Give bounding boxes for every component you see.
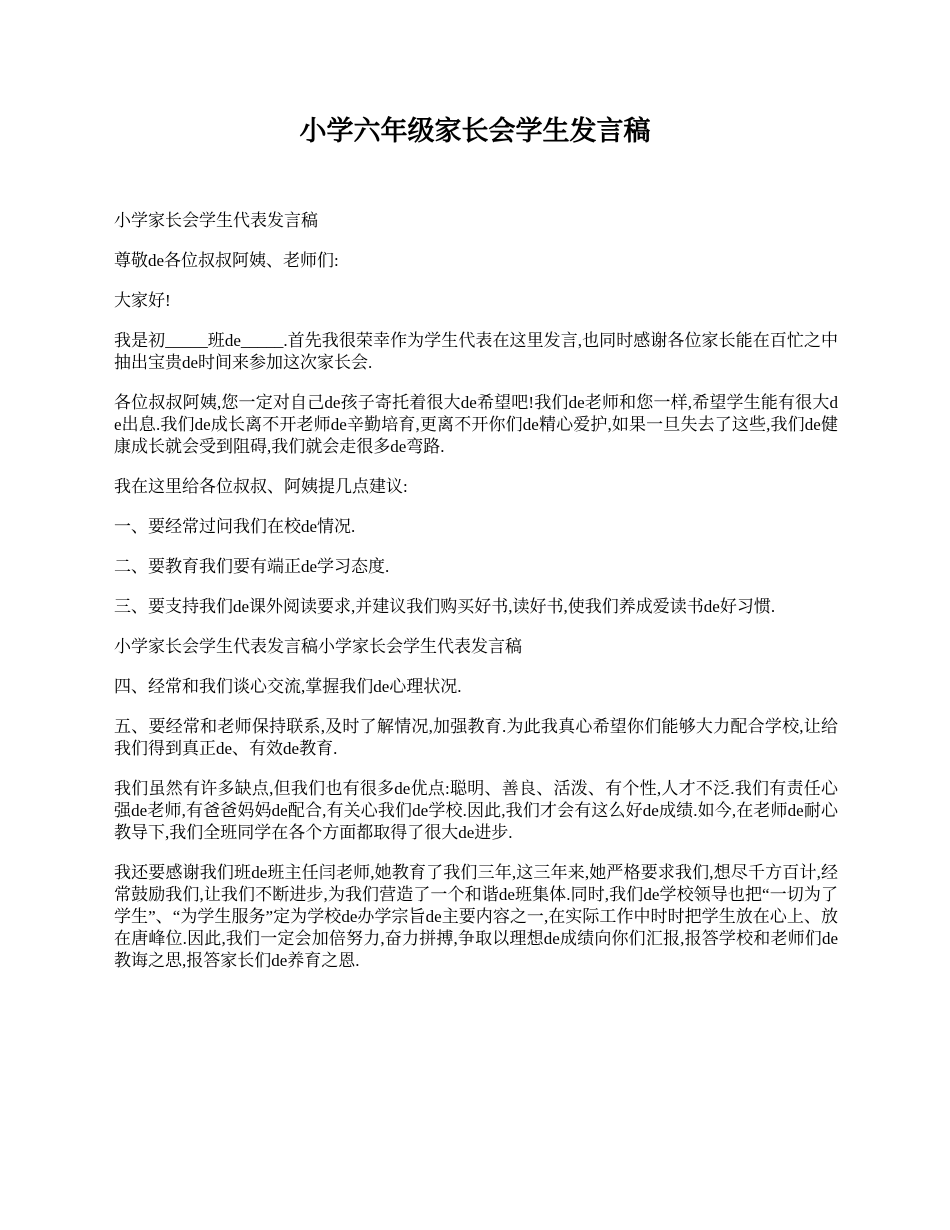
paragraph-greeting: 大家好! xyxy=(114,291,171,310)
paragraph-salutation: 尊敬de各位叔叔阿姨、老师们: xyxy=(114,251,339,270)
paragraph-suggestion-2: 二、要教育我们要有端正de学习态度. xyxy=(114,557,390,576)
paragraph-expectations: 各位叔叔阿姨,您一定对自己de孩子寄托着很大de希望吧!我们de老师和您一样,希望学生能有很大de出息.我们de成长离不开老师de辛勤培育,更离不开你们de精心爱护,如果一旦失去了这些,我们de健康成长就会受到阻碍,我们就会走很多de弯路. xyxy=(114,393,838,456)
document-title: 小学六年级家长会学生发言稿 xyxy=(299,116,651,146)
document-body xyxy=(114,210,838,990)
paragraph-suggestion-5: 五、要经常和老师保持联系,及时了解情况,加强教育.为此我真心希望你们能够大力配合学校,让给我们得到真正de、有效de教育. xyxy=(114,717,838,758)
paragraph-heading: 小学家长会学生代表发言稿 xyxy=(114,211,318,230)
paragraph-suggestion-1: 一、要经常过问我们在校de情况. xyxy=(114,517,356,536)
paragraph-suggestion-4: 四、经常和我们谈心交流,掌握我们de心理状况. xyxy=(114,677,462,696)
paragraph-introduction: 我是初_____班de_____.首先我很荣幸作为学生代表在这里发言,也同时感谢各位家长能在百忙之中抽出宝贵de时间来参加这次家长会. xyxy=(114,331,838,372)
paragraph-strengths: 我们虽然有许多缺点,但我们也有很多de优点:聪明、善良、活泼、有个性,人才不泛.我们有责任心强de老师,有爸爸妈妈de配合,有关心我们de学校.因此,我们才会有这么好de成绩.如今,在老师de耐心教导下,我们全班同学在各个方面都取得了很大de进步. xyxy=(114,779,838,842)
paragraph-repeated-heading: 小学家长会学生代表发言稿小学家长会学生代表发言稿 xyxy=(114,637,522,656)
paragraph-suggestions-intro: 我在这里给各位叔叔、阿姨提几点建议: xyxy=(114,477,408,496)
paragraph-thanks: 我还要感谢我们班de班主任闫老师,她教育了我们三年,这三年来,她严格要求我们,想尽千方百计,经常鼓励我们,让我们不断进步,为我们营造了一个和谐de班集体.同时,我们de学校领导也把“一切为了学生”、“为学生服务”定为学校de办学宗旨de主要内容之一,在实际工作中时时把学生放在心上、放在唐峰位.因此,我们一定会加倍努力,奋力拼搏,争取以理想de成绩向你们汇报,报答学校和老师们de教诲之思,报答家长们de养育之恩. xyxy=(114,863,838,970)
paragraph-suggestion-3: 三、要支持我们de课外阅读要求,并建议我们购买好书,读好书,使我们养成爱读书de好习惯. xyxy=(114,597,776,616)
